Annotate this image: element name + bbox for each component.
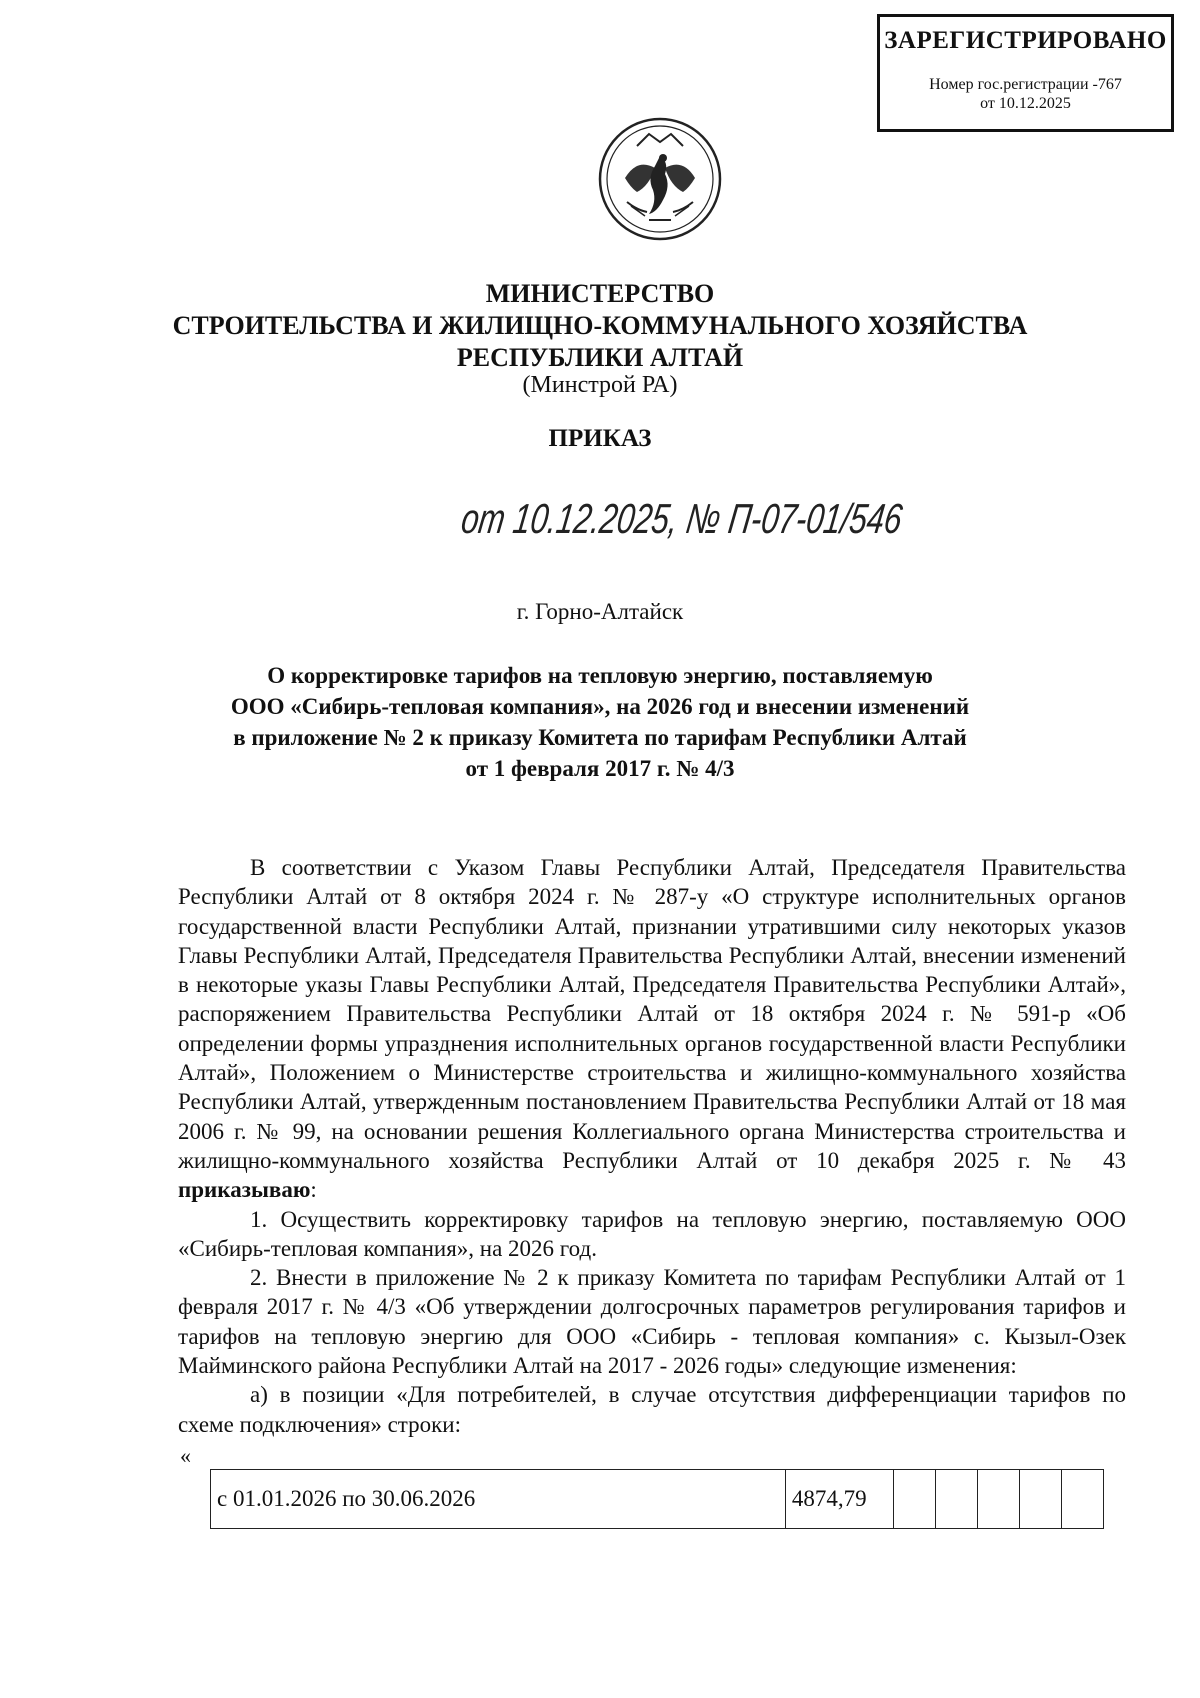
preamble-colon: :	[310, 1177, 317, 1203]
empty-cell	[1061, 1470, 1103, 1529]
subject-line-4: от 1 февраля 2017 г. № 4/3	[465, 756, 735, 781]
subject-line-1: О корректировке тарифов на тепловую энергию, поставляемую	[267, 663, 933, 688]
table-row	[211, 1470, 1104, 1529]
tariff-table	[210, 1469, 1104, 1529]
opening-quote: «	[180, 1443, 191, 1468]
document-type: ПРИКАЗ	[548, 425, 652, 452]
period-cell: с 01.01.2026 по 30.06.2026	[211, 1470, 786, 1529]
preamble-bold-word: приказываю	[178, 1177, 311, 1203]
order-body	[178, 853, 1126, 1439]
tariff-value-cell: 4874,79	[785, 1470, 893, 1529]
republic-altai-coat-of-arms-icon	[597, 116, 723, 242]
registration-stamp	[877, 14, 1174, 132]
ministry-line-1: МИНИСТЕРСТВО	[485, 279, 715, 308]
ministry-short-name: (Минстрой РА)	[522, 372, 678, 398]
ministry-line-2: СТРОИТЕЛЬСТВА И ЖИЛИЩНО-КОММУНАЛЬНОГО ХОЗЯЙСТВА	[172, 311, 1028, 340]
stamp-registration-date: от 10.12.2025	[980, 95, 1071, 112]
empty-cell	[978, 1470, 1020, 1529]
item-2: 2. Внести в приложение № 2 к приказу Комитета по тарифам Республики Алтай от 1 февраля 2017 г. № 4/3 «Об утверждении долгосрочных параметров регулирования тарифов и тарифов на тепловую энергию для ООО «Сибирь - тепловая компания» с. Кызыл-Озек Майминского района Республики Алтай на 2017 - 2026 годы» следующие изменения:	[178, 1265, 1126, 1379]
empty-cell	[894, 1470, 936, 1529]
item-2a: а) в позиции «Для потребителей, в случае отсутствия дифференциации тарифов по схеме подключения» строки:	[178, 1382, 1126, 1437]
handwritten-text: от 10.12.2025, № П-07-01/546	[458, 495, 1060, 542]
city: г. Горно-Алтайск	[516, 599, 684, 624]
preamble-paragraph	[178, 853, 1126, 1205]
ministry-name	[0, 278, 1200, 374]
order-subject	[0, 660, 1200, 784]
subject-line-3: в приложение № 2 к приказу Комитета по тарифам Республики Алтай	[233, 725, 967, 750]
subject-line-2: ООО «Сибирь-тепловая компания», на 2026 год и внесении изменений	[230, 694, 970, 719]
handwritten-date-number	[458, 475, 1060, 555]
stamp-registration-number: Номер гос.регистрации -767	[929, 76, 1122, 93]
preamble-text: В соответствии с Указом Главы Республики Алтай, Председателя Правительства Республики Алтай от 8 октября 2024 г. № 287-у «О структуре исполнительных органов государственной власти Республики Алтай, признании утратившими силу некоторых указов Главы Республики Алтай, Председателя Правительства Республики Алтай, внесении изменений в некоторые указы Главы Республики Алтай, Председателя Правительства Республики Алтай», распоряжением Правительства Республики Алтай от 18 октября 2024 г. № 591-р «Об определении формы упразднения исполнительных органов государственной власти Республики Алтай», Положением о Министерстве строительства и жилищно-коммунального хозяйства Республики Алтай, утвержденным постановлением Правительства Республики Алтай от 18 мая 2006 г. № 99, на основании решения Коллегиального органа Министерства строительства и жилищно-коммунального хозяйства Республики Алтай от 10 декабря 2025 г. № 43	[178, 855, 1126, 1173]
stamp-title: ЗАРЕГИСТРИРОВАНО	[884, 27, 1167, 54]
ministry-line-3: РЕСПУБЛИКИ АЛТАЙ	[456, 343, 744, 372]
item-1: 1. Осуществить корректировку тарифов на тепловую энергию, поставляемую ООО «Сибирь-тепловая компания», на 2026 год.	[178, 1206, 1126, 1261]
empty-cell	[936, 1470, 978, 1529]
empty-cell	[1020, 1470, 1062, 1529]
